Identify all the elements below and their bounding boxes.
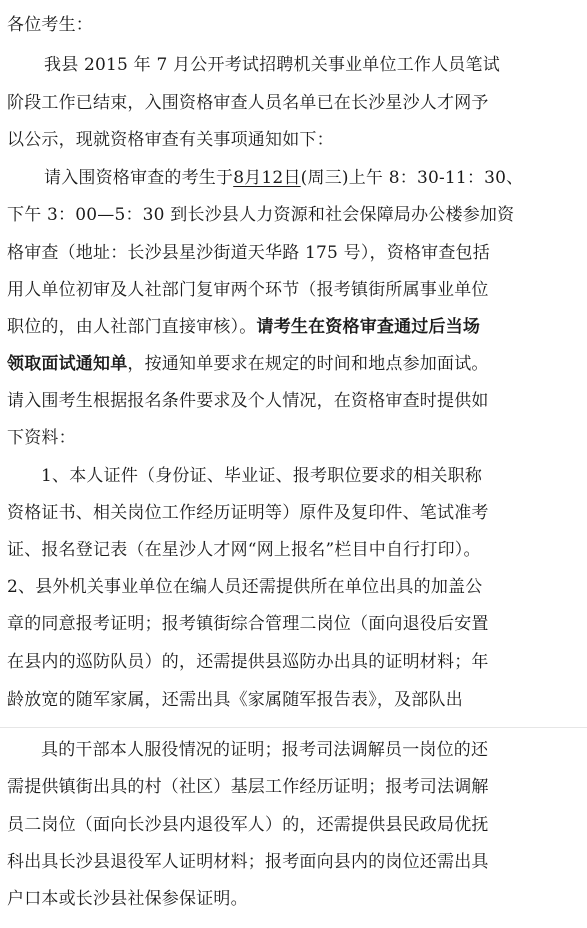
- paragraph-1-line-1: 我县 2015 年 7 月公开考试招聘机关事业单位工作人员笔试: [44, 55, 500, 75]
- item-2-line-7: 员二岗位（面向长沙县内退役军人）的，还需提供县民政局优抚: [7, 815, 489, 835]
- bold-notice: 领取面试通知单: [7, 354, 128, 374]
- exam-date: 8月12日: [233, 168, 301, 188]
- paragraph-2-line-7: 请入围考生根据报名条件要求及个人情况，在资格审查时提供如: [7, 391, 489, 411]
- text-segment: 请入围资格审查的考生于: [44, 168, 234, 188]
- item-2-line-5: 具的干部本人服役情况的证明；报考司法调解员一岗位的还: [41, 740, 489, 760]
- paragraph-2-line-2: 下午 3：00—5：30 到长沙县人力资源和社会保障局办公楼参加资: [7, 205, 515, 225]
- paragraph-2-line-5: [7, 308, 583, 346]
- bold-notice: 请考生在资格审查通过后当场: [256, 317, 481, 337]
- text-segment: (周三)上午 8：30-11：30、: [300, 168, 524, 188]
- greeting: 各位考生：: [7, 15, 93, 35]
- paragraph-1-line-2: 阶段工作已结束，入围资格审查人员名单已在长沙星沙人才网予: [7, 93, 489, 113]
- text-segment: 职位的，由人社部门直接审核）。: [7, 317, 257, 337]
- divider: [0, 727, 587, 728]
- paragraph-1-line-3: 以公示，现就资格审查有关事项通知如下：: [7, 130, 334, 150]
- item-1-line-2: 资格证书、相关岗位工作经历证明等）原件及复印件、笔试准考: [7, 503, 489, 523]
- item-2-line-3: 在县内的巡防队员）的，还需提供县巡防办出具的证明材料；年: [7, 652, 489, 672]
- item-1-line-3: 证、报名登记表（在星沙人才网“网上报名”栏目中自行打印）。: [7, 540, 481, 560]
- item-2-line-2: 章的同意报考证明；报考镇街综合管理二岗位（面向退役后安置: [7, 614, 489, 634]
- paragraph-2-line-1: [44, 159, 584, 197]
- paragraph-2-line-8: 下资料：: [7, 428, 76, 448]
- paragraph-2-line-3: 格审查（地址：长沙县星沙街道天华路 175 号），资格审查包括: [7, 243, 490, 263]
- item-1-line-1: 1、本人证件（身份证、毕业证、报考职位要求的相关职称: [41, 466, 483, 486]
- paragraph-2-line-4: 用人单位初审及人社部门复审两个环节（报考镇街所属事业单位: [7, 280, 489, 300]
- item-2-line-6: 需提供镇街出具的村（社区）基层工作经历证明；报考司法调解: [7, 777, 489, 797]
- paragraph-2-line-6: [7, 345, 583, 383]
- item-2-line-4: 龄放宽的随军家属，还需出具《家属随军报告表》，及部队出: [7, 690, 463, 710]
- item-2-line-8: 科出具长沙县退役军人证明材料；报考面向县内的岗位还需出具: [7, 852, 489, 872]
- item-2-line-1: 2、县外机关事业单位在编人员还需提供所在单位出具的加盖公: [7, 577, 483, 597]
- item-2-line-9: 户口本或长沙县社保参保证明。: [7, 889, 248, 909]
- text-segment: ，按通知单要求在规定的时间和地点参加面试。: [127, 354, 489, 374]
